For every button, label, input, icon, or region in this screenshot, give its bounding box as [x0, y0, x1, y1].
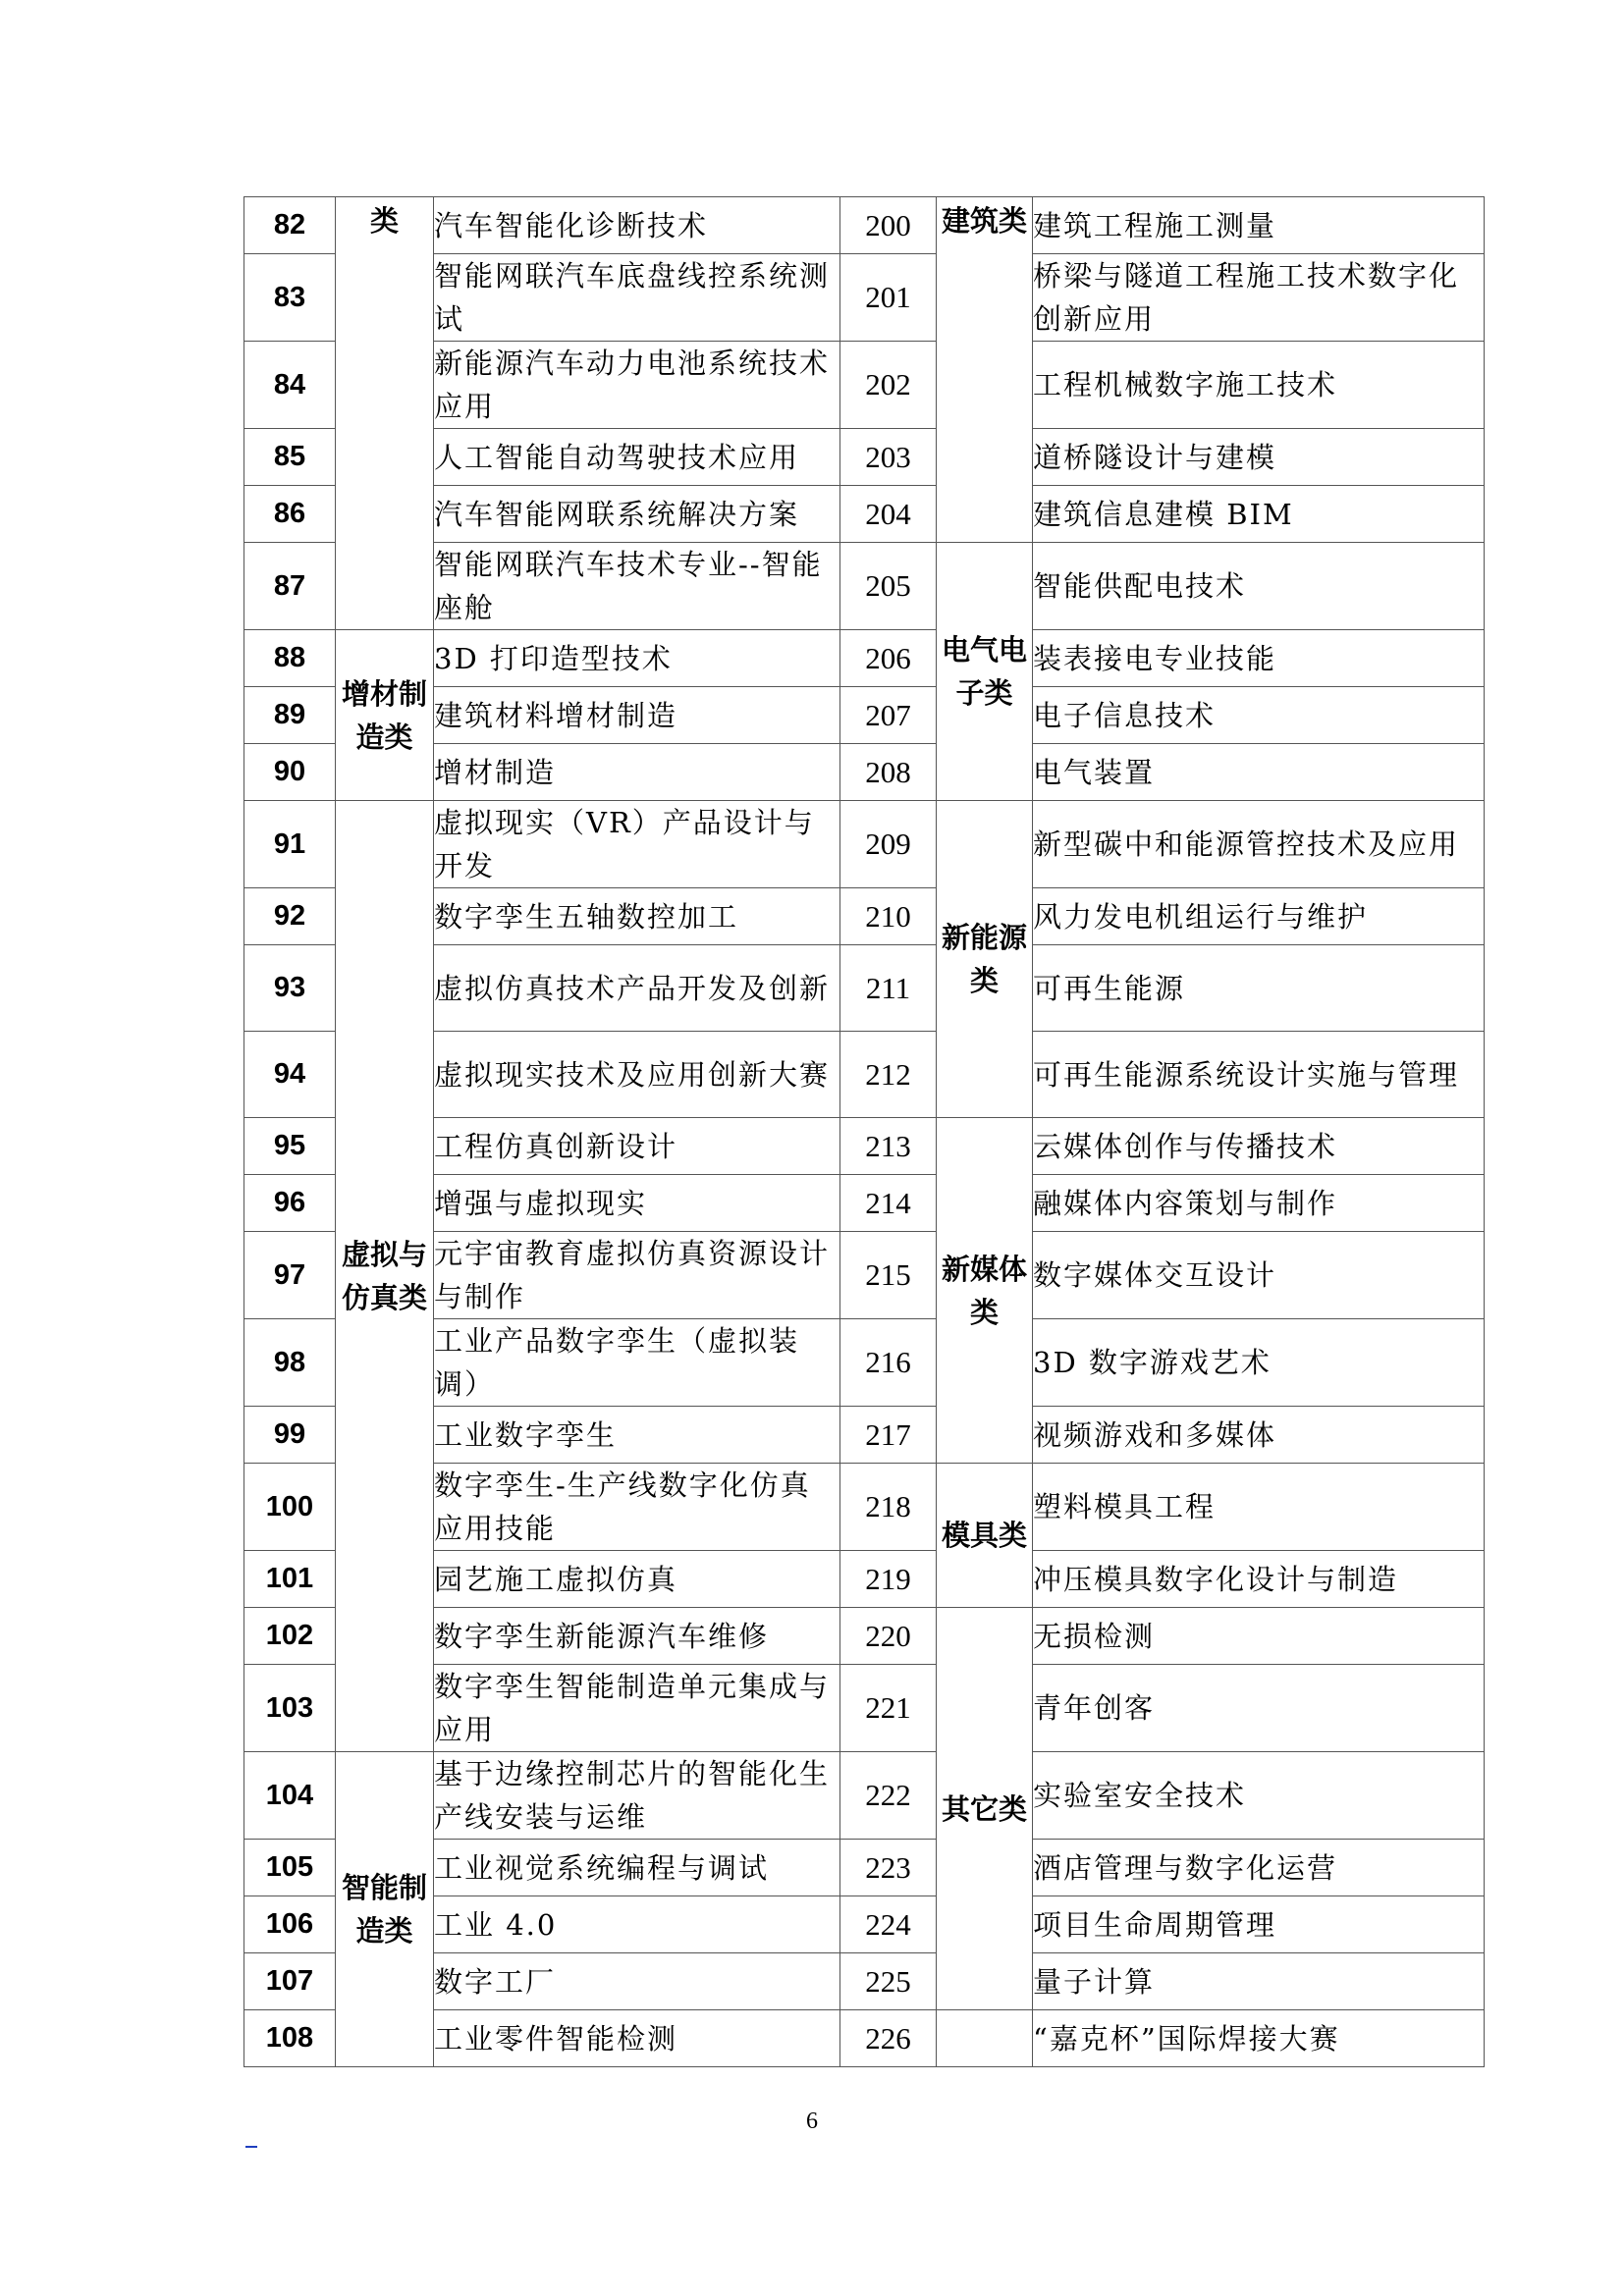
item-number: 204: [840, 486, 937, 543]
table-body: [244, 197, 1485, 2067]
item-name: 桥梁与隧道工程施工技术数字化创新应用: [1033, 254, 1485, 342]
item-number: 102: [244, 1608, 336, 1665]
item-number: 87: [244, 543, 336, 630]
item-number: 101: [244, 1551, 336, 1608]
item-number: 98: [244, 1319, 336, 1407]
item-number: 107: [244, 1953, 336, 2010]
item-number: 103: [244, 1665, 336, 1752]
item-name: 工程仿真创新设计: [434, 1118, 840, 1175]
item-name: 3D 打印造型技术: [434, 630, 840, 687]
item-name: 3D 数字游戏艺术: [1033, 1319, 1485, 1407]
category-cell: 虚拟与仿真类: [336, 801, 434, 1752]
item-number: 210: [840, 888, 937, 945]
item-number: 225: [840, 1953, 937, 2010]
item-name: 可再生能源: [1033, 945, 1485, 1032]
item-name: 工程机械数字施工技术: [1033, 342, 1485, 429]
item-number: 201: [840, 254, 937, 342]
item-name: 建筑信息建模 BIM: [1033, 486, 1485, 543]
table-row: [244, 197, 1485, 254]
item-number: 88: [244, 630, 336, 687]
item-name: 汽车智能网联系统解决方案: [434, 486, 840, 543]
item-number: 220: [840, 1608, 937, 1665]
item-number: 213: [840, 1118, 937, 1175]
item-name: 园艺施工虚拟仿真: [434, 1551, 840, 1608]
item-number: 215: [840, 1232, 937, 1319]
item-name: 工业 4.0: [434, 1896, 840, 1953]
item-number: 226: [840, 2010, 937, 2067]
item-number: 212: [840, 1032, 937, 1118]
item-name: 电气装置: [1033, 744, 1485, 801]
item-number: 100: [244, 1464, 336, 1551]
item-name: 装表接电专业技能: [1033, 630, 1485, 687]
item-number: 217: [840, 1407, 937, 1464]
item-number: 206: [840, 630, 937, 687]
item-name: 无损检测: [1033, 1608, 1485, 1665]
item-name: 虚拟现实技术及应用创新大赛: [434, 1032, 840, 1118]
item-name: 实验室安全技术: [1033, 1752, 1485, 1840]
item-name: 虚拟仿真技术产品开发及创新: [434, 945, 840, 1032]
item-name: 融媒体内容策划与制作: [1033, 1175, 1485, 1232]
category-cell: 类: [336, 197, 434, 630]
item-name: 增强与虚拟现实: [434, 1175, 840, 1232]
item-number: 200: [840, 197, 937, 254]
item-number: 222: [840, 1752, 937, 1840]
item-number: 209: [840, 801, 937, 888]
item-name: 新能源汽车动力电池系统技术应用: [434, 342, 840, 429]
item-name: 工业产品数字孪生（虚拟装调）: [434, 1319, 840, 1407]
category-cell: 新媒体类: [937, 1118, 1033, 1464]
category-cell: [937, 2010, 1033, 2067]
item-name: 虚拟现实（VR）产品设计与开发: [434, 801, 840, 888]
item-number: 224: [840, 1896, 937, 1953]
competition-table: [244, 196, 1485, 2067]
item-name: 电子信息技术: [1033, 687, 1485, 744]
item-name: 数字孪生五轴数控加工: [434, 888, 840, 945]
item-name: 数字孪生智能制造单元集成与应用: [434, 1665, 840, 1752]
category-cell: 建筑类: [937, 197, 1033, 543]
item-name: 数字孪生-生产线数字化仿真应用技能: [434, 1464, 840, 1551]
category-cell: 电气电子类: [937, 543, 1033, 801]
item-number: 219: [840, 1551, 937, 1608]
item-number: 84: [244, 342, 336, 429]
item-name: 云媒体创作与传播技术: [1033, 1118, 1485, 1175]
item-number: 216: [840, 1319, 937, 1407]
item-number: 208: [840, 744, 937, 801]
item-number: 218: [840, 1464, 937, 1551]
item-number: 223: [840, 1840, 937, 1896]
item-name: 基于边缘控制芯片的智能化生产线安装与运维: [434, 1752, 840, 1840]
item-name: 数字工厂: [434, 1953, 840, 2010]
item-name: 道桥隧设计与建模: [1033, 429, 1485, 486]
item-name: 建筑材料增材制造: [434, 687, 840, 744]
item-name: 智能网联汽车底盘线控系统测试: [434, 254, 840, 342]
page-number: 6: [806, 2109, 818, 2134]
item-name: 智能供配电技术: [1033, 543, 1485, 630]
item-number: 89: [244, 687, 336, 744]
item-name: 量子计算: [1033, 1953, 1485, 2010]
item-name: 人工智能自动驾驶技术应用: [434, 429, 840, 486]
item-number: 207: [840, 687, 937, 744]
item-name: 工业数字孪生: [434, 1407, 840, 1464]
item-number: 92: [244, 888, 336, 945]
item-number: 108: [244, 2010, 336, 2067]
item-name: 智能网联汽车技术专业--智能座舱: [434, 543, 840, 630]
item-name: “嘉克杯”国际焊接大赛: [1033, 2010, 1485, 2067]
item-number: 82: [244, 197, 336, 254]
item-name: 酒店管理与数字化运营: [1033, 1840, 1485, 1896]
item-name: 元宇宙教育虚拟仿真资源设计与制作: [434, 1232, 840, 1319]
item-number: 106: [244, 1896, 336, 1953]
item-number: 83: [244, 254, 336, 342]
item-number: 90: [244, 744, 336, 801]
item-number: 214: [840, 1175, 937, 1232]
category-cell: 新能源类: [937, 801, 1033, 1118]
item-number: 97: [244, 1232, 336, 1319]
item-name: 数字孪生新能源汽车维修: [434, 1608, 840, 1665]
category-cell: 模具类: [937, 1464, 1033, 1608]
table-row: [244, 630, 1485, 687]
item-name: 可再生能源系统设计实施与管理: [1033, 1032, 1485, 1118]
item-number: 95: [244, 1118, 336, 1175]
item-name: 建筑工程施工测量: [1033, 197, 1485, 254]
table-row: [244, 801, 1485, 888]
item-number: 96: [244, 1175, 336, 1232]
item-number: 202: [840, 342, 937, 429]
item-number: 91: [244, 801, 336, 888]
item-name: 工业视觉系统编程与调试: [434, 1840, 840, 1896]
item-name: 风力发电机组运行与维护: [1033, 888, 1485, 945]
item-number: 211: [840, 945, 937, 1032]
item-number: 205: [840, 543, 937, 630]
item-name: 汽车智能化诊断技术: [434, 197, 840, 254]
item-number: 105: [244, 1840, 336, 1896]
category-cell: 增材制造类: [336, 630, 434, 801]
item-number: 93: [244, 945, 336, 1032]
item-name: 视频游戏和多媒体: [1033, 1407, 1485, 1464]
corner-mark: [245, 2146, 257, 2148]
item-name: 工业零件智能检测: [434, 2010, 840, 2067]
item-name: 塑料模具工程: [1033, 1464, 1485, 1551]
item-number: 85: [244, 429, 336, 486]
item-name: 青年创客: [1033, 1665, 1485, 1752]
table-row: [244, 1752, 1485, 1840]
item-name: 增材制造: [434, 744, 840, 801]
item-name: 冲压模具数字化设计与制造: [1033, 1551, 1485, 1608]
category-cell: 智能制造类: [336, 1752, 434, 2067]
item-number: 203: [840, 429, 937, 486]
category-cell: 其它类: [937, 1608, 1033, 2010]
item-number: 99: [244, 1407, 336, 1464]
item-number: 86: [244, 486, 336, 543]
item-name: 新型碳中和能源管控技术及应用: [1033, 801, 1485, 888]
item-name: 数字媒体交互设计: [1033, 1232, 1485, 1319]
item-name: 项目生命周期管理: [1033, 1896, 1485, 1953]
item-number: 221: [840, 1665, 937, 1752]
item-number: 94: [244, 1032, 336, 1118]
item-number: 104: [244, 1752, 336, 1840]
